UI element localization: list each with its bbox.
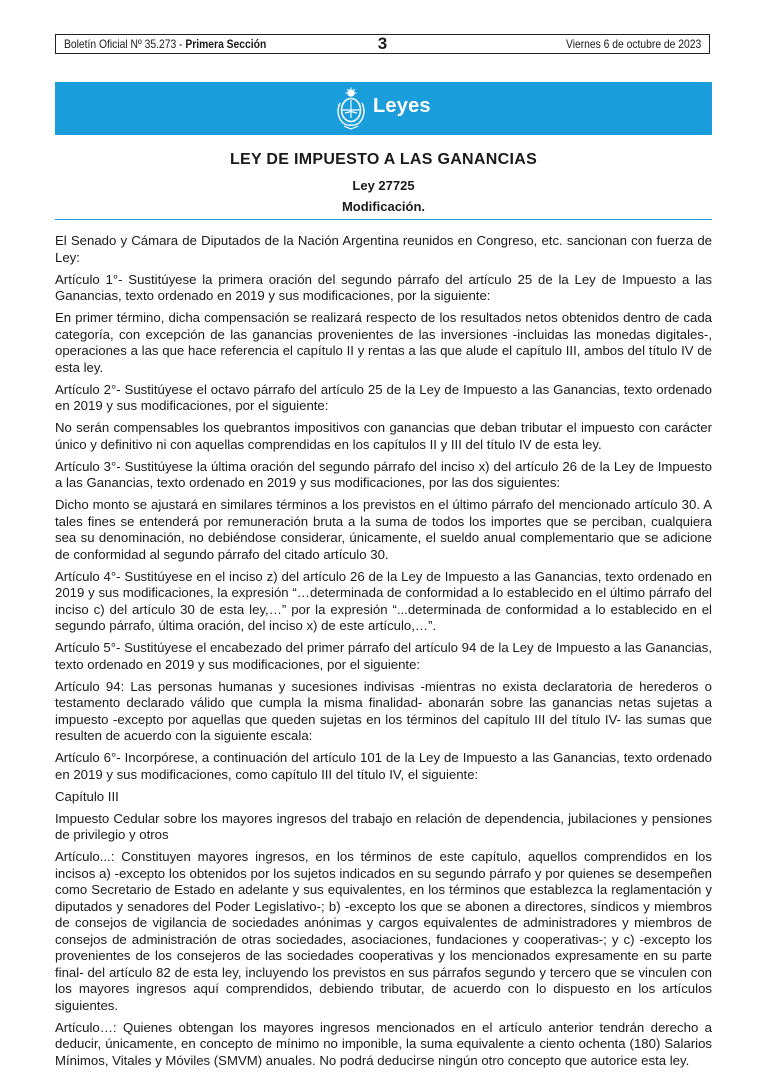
national-coat-of-arms-icon — [334, 87, 368, 131]
section-title: Leyes — [373, 95, 431, 117]
law-body — [55, 233, 712, 1075]
chapter-title: Impuesto Cedular sobre los mayores ingresos del trabajo en relación de dependencia, jubilaciones y pensiones de privilegio y otros — [55, 810, 712, 842]
article-1-paragraph: Artículo 1°- Sustitúyese la primera oración del segundo párrafo del artículo 25 de la Ley de Impuesto a las Ganancias, texto ordenado en 2019 y sus modificaciones, por la siguiente: — [55, 271, 712, 303]
article-2-text: No serán compensables los quebrantos impositivos con ganancias que deban tributar el impuesto con carácter único y definitivo ni con aquellas comprendidas en los capítulos II y III del título IV de esta ley. — [55, 420, 712, 452]
article-6-paragraph: Artículo 6°- Incorpórese, a continuación del artículo 101 de la Ley de Impuesto a las Ganancias, texto ordenado en 2019 y sus modificaciones, como capítulo III del título IV, el siguiente: — [55, 750, 712, 782]
new-article-deduction-paragraph: Artículo…: Quienes obtengan los mayores ingresos mencionados en el artículo anterior tendrán derecho a deducir, únicamente, en concepto de mínimo no imponible, la suma equivalente a ciento ochenta (180) Salarios Mínimos, Vitales y Móviles (SMVM) anuales. No podrá deducirse ningún otro concepto que autorice esta ley. — [55, 1019, 712, 1068]
article-5-paragraph: Artículo 5°- Sustitúyese el encabezado del primer párrafo del artículo 94 de la Ley de Impuesto a las Ganancias, texto ordenado en 2019 y sus modificaciones, por el siguiente: — [55, 640, 712, 672]
article-94-text: Artículo 94: Las personas humanas y sucesiones indivisas -mientras no exista declaratoria de herederos o testamento declarado válido que cumpla la misma finalidad- abonarán sobre las ganancias netas sujetas a impuesto -excepto por aquellas que queden sujetas en los términos del capítulo III del título IV- las sumas que resulten de acuerdo con la siguiente escala: — [55, 678, 712, 743]
publication-date: Viernes 6 de octubre de 2023 — [565, 37, 701, 51]
law-number: Ley 27725 — [352, 178, 415, 193]
chapter-heading: Capítulo III — [55, 788, 119, 804]
preamble-paragraph: El Senado y Cámara de Diputados de la Nación Argentina reunidos en Congreso, etc. sancionan con fuerza de Ley: — [55, 233, 712, 265]
article-2-paragraph: Artículo 2°- Sustitúyese el octavo párrafo del artículo 25 de la Ley de Impuesto a las Ganancias, texto ordenado en 2019 y sus modificaciones, por el siguiente: — [55, 381, 712, 413]
title-divider — [55, 219, 712, 220]
bulletin-number: Boletín Oficial Nº 35.273 - — [64, 37, 186, 51]
page-number: 3 — [377, 34, 388, 53]
article-3-paragraph: Artículo 3°- Sustitúyese la última oración del segundo párrafo del inciso x) del artículo 26 de la Ley de Impuesto a las Ganancias, texto ordenado en 2019 y sus modificaciones, por las dos siguientes: — [55, 458, 712, 490]
new-article-income-paragraph: Artículo...: Constituyen mayores ingresos, en los términos de este capítulo, aquellos comprendidos en los incisos a) -excepto los obtenidos por los sujetos indicados en su segundo párrafo y por quienes se desempeñen como Secretario de Estado en adelante y sus equivalentes, en los términos que establezca la reglamentación y diputados y senadores del Poder Legislativo-; b) -excepto los que se abonen a directores, síndicos y miembros de consejos de vigilancia de sociedades anónimas y cargos equivalentes de administradores y miembros de consejos de administración de otras sociedades, asociaciones, fundaciones y cooperativas-; y c) -excepto los provenientes de los consejeros de las sociedades cooperativas y los mencionados expresamente en su parte final- del artículo 82 de esta ley, incluyendo los previstos en sus párrafos segundo y tercero que se vinculen con los mayores ingresos aquí comprendidos, debiendo tributar, de acuerdo con lo dispuesto en los artículos siguientes. — [55, 849, 712, 1013]
section-name: Primera Sección — [185, 37, 267, 51]
law-subtitle: Modificación. — [341, 199, 426, 214]
article-3-text: Dicho monto se ajustará en similares términos a los previstos en el último párrafo del mencionado artículo 30. A tales fines se entenderá por remuneración bruta a la suma de todos los importes que se perciban, cualquiera sea su denominación, no debiéndose considerar, únicamente, el sueldo anual complementario que se adicione de conformidad al segundo párrafo del citado artículo 30. — [55, 497, 712, 562]
law-title: LEY DE IMPUESTO A LAS GANANCIAS — [229, 151, 538, 168]
bulletin-header — [55, 34, 710, 54]
article-4-paragraph: Artículo 4°- Sustitúyese en el inciso z) del artículo 26 de la Ley de Impuesto a las Ganancias, texto ordenado en 2019 y sus modificaciones, la expresión “…determinada de conformidad a lo establecido en el último párrafo del inciso c) del artículo 30 de esta ley,…” por la expresión “...determinada de conformidad a lo establecido en el segundo párrafo, última oración, del inciso x) de este artículo,…”. — [55, 568, 712, 633]
article-1-text: En primer término, dicha compensación se realizará respecto de los resultados netos obtenidos dentro de cada categoría, con excepción de las ganancias provenientes de las inversiones -incluidas las monedas digitales-, operaciones a las que hace referencia el capítulo II y rentas a las que alude el capítulo III, ambos del título IV de esta ley. — [55, 310, 712, 375]
section-banner — [55, 82, 712, 135]
